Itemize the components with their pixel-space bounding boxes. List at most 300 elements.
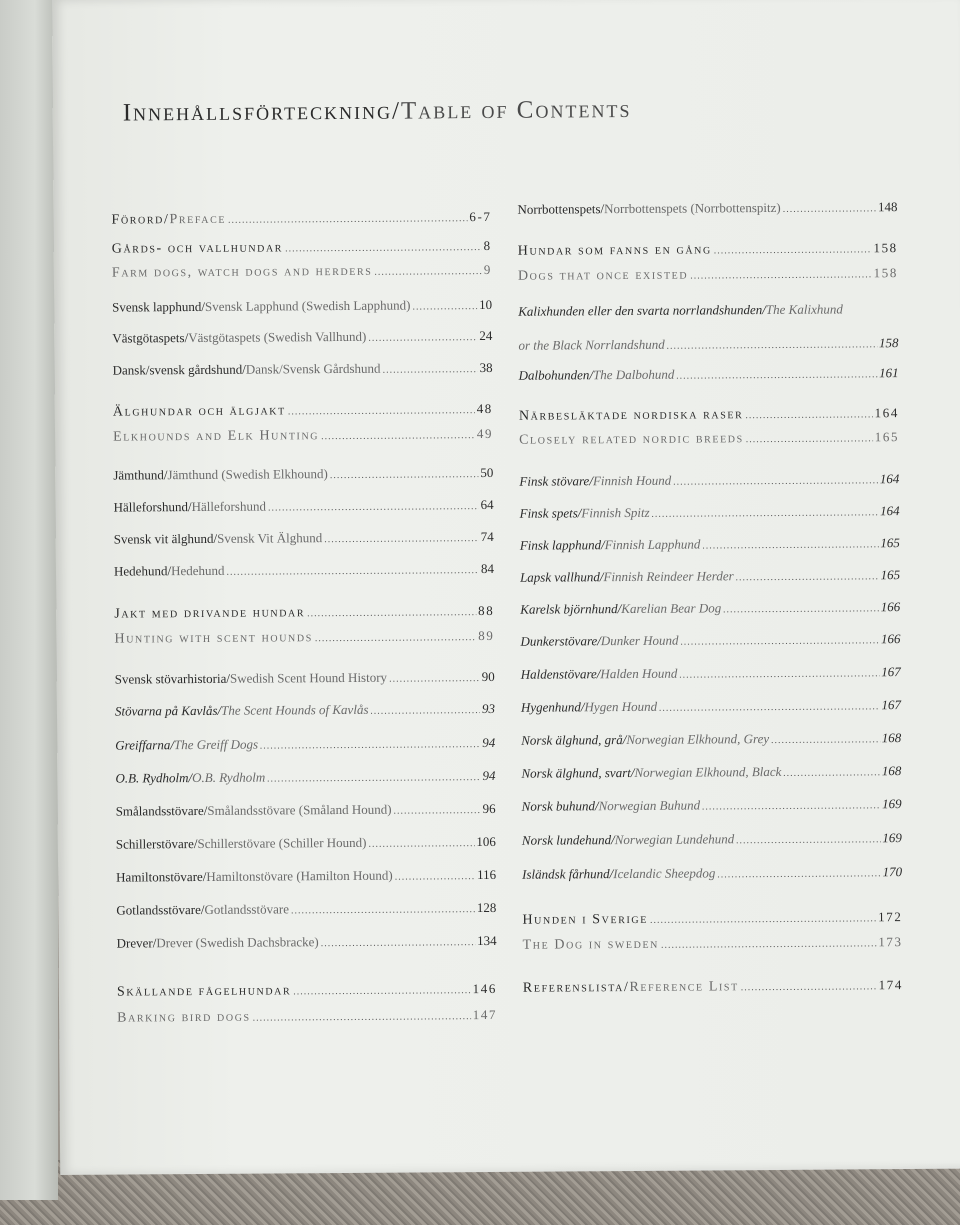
entry-swedish-title: Jakt med drivande hundar [114,605,306,622]
entry-separator: / [213,530,218,546]
dot-leader [412,301,477,312]
entry-separator: / [600,201,605,217]
entry-swedish-title: Hälleforshund [113,499,188,515]
entry-swedish-title: Karelsk björnhund [520,601,618,617]
entry-english-title: Norwegian Lundehund [614,831,735,848]
toc-entry [522,864,902,883]
entry-title [111,212,226,229]
entry-title [523,979,739,997]
dot-leader [659,701,879,714]
entry-english-title: Hälleforshund [191,498,266,515]
page-number: 9 [483,261,492,277]
entry-title [519,367,675,384]
toc-entry [116,867,496,886]
entry-title [519,473,671,490]
entry-english-title: Reference List [629,979,739,995]
page-number: 167 [881,664,901,680]
dot-leader [383,364,478,376]
entry-swedish-title: Schillerstövare [115,836,194,852]
entry-title [116,802,392,820]
page-number: 128 [476,899,497,916]
entry-english-title: Dunker Hound [600,632,679,649]
entry-english-title: or the Black Norrlandshund [518,336,665,353]
entry-separator: / [622,732,627,748]
dot-leader [714,244,872,256]
page-number: 174 [878,977,903,993]
page-number: 94 [482,734,496,751]
entry-swedish-title: Smålandsstövare [115,802,204,819]
entry-swedish-title: Finsk spets [519,505,578,521]
page-number: 169 [882,796,902,812]
entry-separator: / [170,737,175,753]
toc-entry [117,933,497,952]
page-number: 48 [476,400,493,417]
entry-english-title: Finnish Reindeer Herder [603,568,734,585]
dot-leader [661,938,876,951]
title-english: Table of Contents [400,95,632,125]
page-number: 164 [879,471,900,487]
entry-english-title: Smålandsstövare (Småland Hound) [207,801,392,818]
entry-english-title: The Dog in sweden [522,936,660,953]
page-number: 88 [478,602,495,619]
dot-leader [368,332,477,344]
entry-title [113,466,328,483]
entry-english-title: Closely related nordic breeds [519,431,744,448]
entry-english-title: The Scent Hounds of Kavlås [221,701,369,718]
entry-separator: / [187,499,192,515]
entry-title [523,937,659,954]
toc-entry [115,735,495,754]
toc-entry [113,401,493,421]
toc-entry [112,262,492,282]
page-number: 166 [880,599,901,615]
entry-separator: / [184,330,189,346]
title-separator: / [391,97,402,125]
entry-english-title: Finnish Lapphund [604,536,701,553]
entry-swedish-title: Norsk buhund [521,798,596,814]
entry-separator: / [597,633,601,649]
page-number: 24 [479,327,493,344]
dot-leader [321,937,475,949]
dot-leader [667,339,877,351]
entry-separator: / [611,832,615,848]
entry-swedish-title: Drever [116,935,153,951]
dot-leader [389,673,480,685]
page-number: 50 [480,464,494,481]
entry-separator: / [163,212,170,228]
entry-english-title: Hedehund [170,562,225,579]
entry-english-title: Svensk Vit Älghund [217,530,323,546]
toc-entry [117,981,497,1001]
entry-swedish-title: Hygenhund [520,699,581,715]
book-page [52,0,960,1175]
entry-title [520,536,701,553]
page-number: 146 [472,980,497,997]
entry-title [112,298,410,316]
entry-separator: / [609,866,614,882]
dot-leader [741,981,877,993]
entry-separator: / [601,537,605,553]
dot-leader [783,767,880,779]
entry-swedish-title: Norsk älghund, grå [521,732,623,748]
toc-entry [114,529,494,548]
page-number: 38 [479,359,493,376]
dot-leader [260,739,480,752]
page-title [123,96,632,128]
dot-leader [315,632,476,644]
page-number: 93 [481,700,496,717]
dot-leader [676,369,877,381]
dot-leader [321,430,475,442]
toc-entry [519,365,899,384]
page-number: 170 [882,864,903,880]
page-number: 116 [477,866,497,883]
toc-entry [520,503,900,522]
entry-title [518,337,664,354]
entry-swedish-title: Närbesläktade nordiska raser [518,407,744,424]
dot-leader [681,635,880,647]
toc-entry [113,497,493,516]
entry-swedish-title: Dansk/svensk gårdshund [112,361,243,378]
entry-english-title: Gotlandsstövare [204,901,289,917]
entry-english-title: Hamiltonstövare (Hamilton Hound) [206,867,393,884]
entry-title [522,797,701,814]
page-number: 165 [880,567,901,583]
entry-title [115,702,369,720]
page-number: 168 [881,763,902,779]
entry-swedish-title: Hedehund [113,563,168,579]
entry-swedish-title: Stövarna på Kavlås [114,702,218,719]
entry-swedish-title: Kalixhunden eller den svarta norrlandshunden [518,302,763,319]
page-number: 96 [482,800,496,817]
entry-english-title: Dansk/Svensk Gårdshund [245,360,381,377]
entry-title [521,699,657,716]
toc-entry [518,301,898,320]
entry-title [112,240,283,257]
toc-entry [116,801,496,820]
dot-leader [702,800,880,812]
toc-entry [519,405,899,425]
toc-entry [115,768,495,787]
toc-entry [522,796,902,815]
entry-swedish-title: Norrbottenspets [517,201,601,217]
entry-title [519,407,744,425]
dot-leader [736,834,880,846]
entry-swedish-title: Referenslista [522,980,624,996]
dot-leader [285,242,482,254]
dot-leader [736,571,879,583]
entry-swedish-title: Hundar som fanns en gång [517,242,712,259]
entry-english-title: Dogs that once existed [517,267,689,284]
entry-title [520,505,650,522]
entry-separator: / [226,670,230,686]
entry-separator: / [577,505,582,521]
dot-leader [771,734,880,746]
dot-leader [652,507,879,520]
entry-swedish-title: Haldenstövare [520,666,597,682]
toc-entry [114,628,494,648]
entry-title [117,934,319,951]
entry-swedish-title: Gotlandsstövare [116,901,201,918]
toc-entry [115,701,495,720]
toc-entry [111,209,491,229]
dot-leader [291,904,475,916]
page-number: 89 [478,627,495,644]
toc-entry [520,567,900,586]
dot-leader [324,533,479,545]
entry-english-title: Norwegian Buhund [598,797,701,814]
page-number: 106 [476,833,496,850]
toc-entry [112,297,492,316]
entry-english-title: Halden Hound [600,665,678,682]
entry-separator: / [217,702,222,718]
page-number: 173 [878,934,903,950]
entry-title [517,200,780,218]
toc-entry [112,238,492,258]
entry-swedish-title: Finsk lapphund [519,537,602,553]
entry-title [115,770,265,787]
toc-right-column [517,191,903,996]
entry-swedish-title: Svensk vit älghund [113,530,214,547]
page-number: 90 [481,668,495,685]
entry-swedish-title: Jämthund [113,467,164,483]
dot-leader [783,203,876,215]
page-number: 158 [873,240,898,256]
entry-english-title: The Greiff Dogs [173,736,259,753]
entry-swedish-title: Gårds- och vallhundar [111,240,284,257]
entry-english-title: Icelandic Sheepdog [613,865,716,882]
entry-title [116,901,289,918]
toc-entry [518,240,898,260]
dot-leader [226,565,479,578]
entry-title [114,630,312,647]
page-number: 166 [880,631,901,647]
entry-swedish-title: O.B. Rydholm [115,770,189,786]
entry-english-title: O.B. Rydholm [192,769,266,786]
entry-english-title: Finnish Hound [592,472,672,489]
dot-leader [702,539,878,551]
dot-leader [267,772,480,784]
entry-swedish-title: Isländsk fårhund [522,866,610,882]
entry-title [522,831,734,848]
toc-entry [520,631,900,650]
entry-separator: / [163,467,168,483]
toc-entry [113,426,493,446]
dot-leader [268,501,479,513]
entry-title [518,268,688,285]
toc-entry [519,471,899,490]
entry-separator: / [594,798,599,814]
page-number: 64 [480,496,494,513]
dot-leader [307,607,476,619]
entry-swedish-title: Skällande fågelhundar [116,983,292,1000]
page-number: 165 [880,535,900,551]
entry-separator: / [203,802,208,818]
entry-english-title: Norwegian Elkhound, Black [634,763,782,780]
entry-title [113,428,319,445]
entry-english-title: Schillerstövare (Schiller Hound) [197,834,367,852]
entry-swedish-title: Svensk stövarhistoria [114,670,227,687]
toc-entry [114,603,494,623]
toc-entry [517,199,897,218]
page-number: 147 [472,1006,498,1023]
entry-swedish-title: Dalbohunden [518,367,590,383]
entry-title [521,666,678,683]
left-page-edge [0,0,58,1200]
page-number: 6-7 [469,208,492,225]
entry-separator: / [580,699,585,715]
entry-separator: / [188,770,193,786]
entry-title [522,865,715,882]
page-number: 168 [881,730,902,746]
toc-entry [521,730,901,749]
entry-title [115,670,387,688]
entry-title [117,1010,251,1027]
entry-title [520,600,721,617]
toc-left-column [111,197,498,1026]
entry-title [114,605,305,622]
toc-entry [521,664,901,683]
entry-swedish-title: Greiffarna [115,737,171,753]
entry-english-title: Preface [169,211,227,228]
toc-entry [113,360,493,379]
toc-entry [116,900,496,919]
entry-swedish-title: Västgötaspets [112,330,185,346]
dot-leader [368,838,474,850]
page-number: 169 [882,830,902,846]
entry-english-title: Drever (Swedish Dachsbracke) [156,934,319,951]
entry-separator: / [617,601,622,617]
dot-leader [745,409,872,421]
entry-swedish-title: Hamiltonstövare [116,868,203,885]
entry-swedish-title: Norsk lundehund [521,832,612,848]
page-number: 134 [477,932,497,949]
entry-english-title: Norrbottenspets (Norrbottenspitz) [604,199,781,217]
page-number: 10 [479,296,493,313]
dot-leader [393,805,480,817]
entry-swedish-title: Lapsk vallhund [519,569,600,585]
toc-entry [522,830,902,849]
toc-entry [519,429,899,449]
entry-separator: / [589,367,594,383]
dot-leader [717,868,880,880]
entry-title [521,731,769,749]
dot-leader [673,475,878,487]
entry-title [520,633,678,650]
entry-separator: / [167,563,172,579]
toc-entry [113,465,493,484]
entry-english-title: Hunting with scent hounds [114,630,313,647]
entry-swedish-title: Norsk älghund, svart [521,764,631,781]
entry-separator: / [762,302,766,318]
entry-english-title: Västgötaspets (Swedish Vallhund) [188,328,367,346]
entry-swedish-title: Hunden i Sverige [522,911,648,928]
entry-english-title: Norwegian Elkhound, Grey [626,731,770,748]
entry-title [115,737,258,754]
page-number: 161 [879,365,899,381]
dot-leader [723,603,879,615]
entry-separator: / [200,901,205,917]
entry-english-title: Swedish Scent Hound History [229,669,388,686]
page-number: 74 [480,528,494,545]
toc-entry [112,328,492,347]
dot-leader [746,433,873,445]
entry-title [518,242,712,259]
dot-leader [690,269,872,281]
entry-separator: / [242,361,246,377]
entry-english-title: Svensk Lapphund (Swedish Lapphund) [204,297,411,314]
entry-swedish-title: Förord [111,212,164,228]
page-number: 84 [480,560,495,577]
toc-entry [522,909,902,929]
page-number: 148 [877,199,898,215]
entry-separator: / [596,666,601,682]
page-number: 94 [482,767,496,784]
entry-title [112,264,373,282]
toc-entry [114,561,494,580]
dot-leader [650,913,876,926]
entry-title [113,403,286,420]
page-number: 49 [476,425,494,442]
entry-separator: / [630,764,635,780]
page-number: 172 [878,909,903,925]
dot-leader [228,213,467,226]
entry-separator: / [193,836,198,852]
toc-entry [518,335,898,354]
dot-leader [288,405,475,417]
entry-english-title: Finnish Spitz [581,504,650,521]
dot-leader [395,871,475,883]
page-number: 158 [878,335,899,351]
entry-english-title: Hygen Hound [584,698,658,715]
toc-entry [116,834,496,853]
dot-leader [374,266,481,278]
entry-title [116,835,367,853]
entry-separator: / [599,569,604,585]
toc-entry [523,934,903,954]
entry-swedish-title: Dunkerstövare [520,633,598,649]
dot-leader [370,705,480,717]
entry-title [113,499,265,516]
entry-title [114,530,323,547]
entry-title [519,431,744,449]
toc-entry [520,535,900,554]
page-number: 158 [873,265,898,281]
entry-english-title: Farm dogs, watch dogs and herders [111,263,373,281]
entry-title [518,301,843,319]
entry-separator: / [201,298,206,314]
toc-entry [518,265,898,285]
page-number: 167 [881,697,901,713]
dot-leader [330,469,479,481]
toc-entry [115,669,495,688]
toc-entry [117,1007,497,1027]
page-number: 165 [874,429,900,445]
entry-separator: / [202,868,207,884]
toc-entry [521,763,901,782]
toc-entry [521,697,901,716]
page-number: 164 [880,503,900,519]
entry-title [112,329,366,347]
entry-title [521,764,781,782]
entry-title [117,983,291,1000]
entry-separator: / [623,979,630,996]
entry-swedish-title: Svensk lapphund [112,298,202,315]
dot-leader [679,668,879,680]
title-swedish: Innehållsförteckning [122,97,393,127]
entry-separator: / [589,473,593,489]
entry-title [116,868,393,886]
